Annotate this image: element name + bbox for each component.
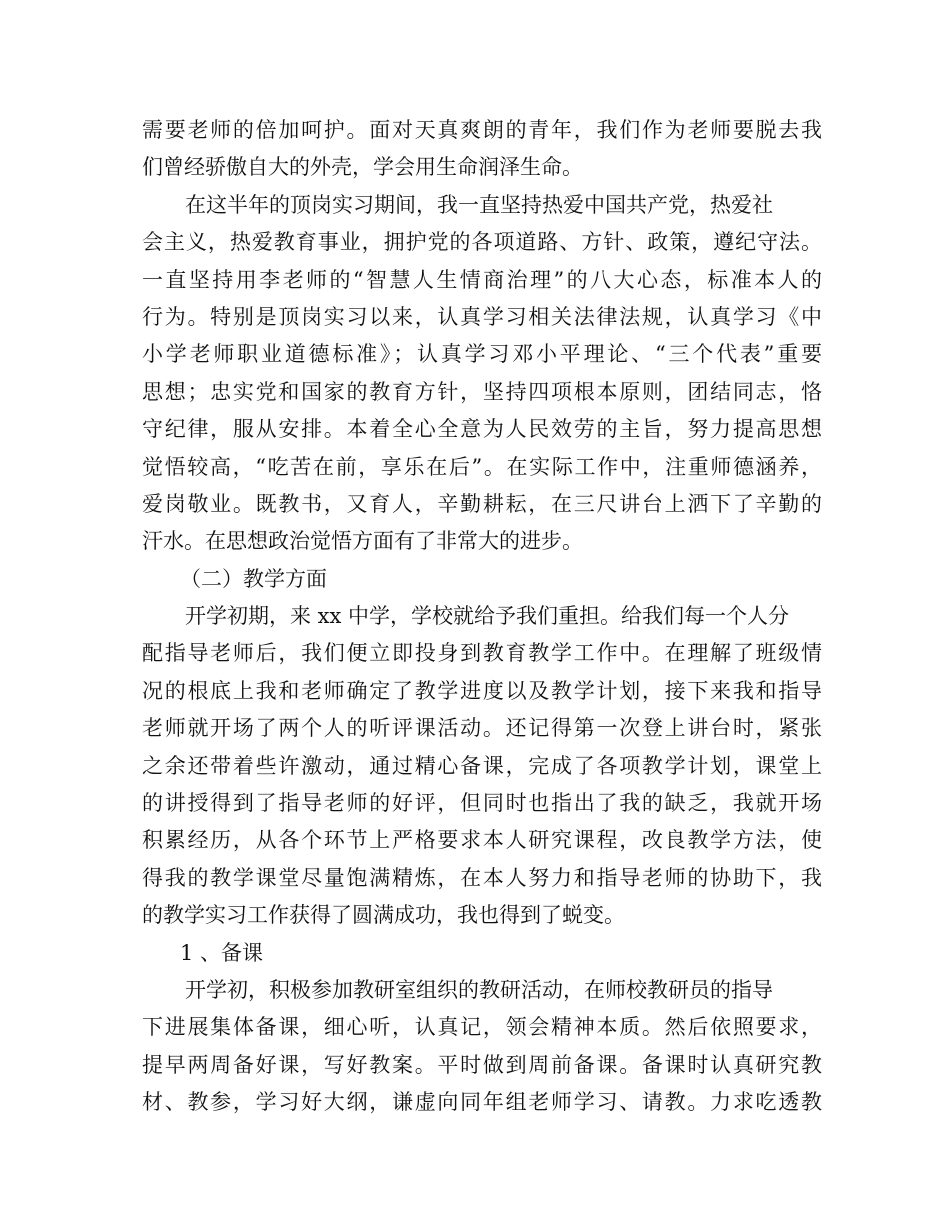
text-line: 需要老师的倍加呵护。面对天真爽朗的青年，我们作为老师要脱去我 [142, 118, 822, 142]
text-line: 况的根底上我和老师确定了教学进度以及教学计划，接下来我和指导 [142, 678, 822, 703]
text-line: 守纪律，服从安排。本着全心全意为人民效劳的主旨，努力提高思想 [142, 417, 822, 442]
text-line: 爱岗敬业。既教书，又育人，辛勤耕耘，在三尺讲台上洒下了辛勤的 [142, 491, 822, 516]
text-line: 下进展集体备课，细心听，认真记，领会精神本质。然后依照要求， [142, 1015, 822, 1040]
text-line: 得我的教学课堂尽量饱满精炼，在本人努力和指导老师的协助下，我 [142, 865, 822, 890]
text-line: 材、教参，学习好大纲，谦虚向同年组老师学习、请教。力求吃透教 [142, 1090, 822, 1115]
text-line: 提早两周备好课，写好教案。平时做到周前备课。备课时认真研究教 [142, 1052, 822, 1077]
text-line: 开学初期，来 xx 中学，学校就给予我们重担。给我们每一个人分 [185, 604, 790, 629]
text-line: 思想；忠实党和国家的教育方针，坚持四项根本原则，团结同志，恪 [142, 379, 822, 404]
text-line: 开学初，积极参加教研室组织的教研活动，在师校教研员的指导 [185, 977, 773, 1002]
text-line: 小学老师职业道德标准》；认真学习邓小平理论、“三个代表”重要 [142, 342, 822, 367]
text-line: 老师就开场了两个人的听评课活动。还记得第一次登上讲台时，紧张 [142, 716, 822, 741]
section-heading: （二）教学方面 [180, 566, 327, 591]
text-line: 的讲授得到了指导老师的好评，但同时也指出了我的缺乏，我就开场 [142, 791, 822, 816]
text-line: 一直坚持用李老师的“智慧人生情商治理”的八大心态，标准本人的 [142, 267, 822, 292]
text-line: 觉悟较高，“吃苦在前，享乐在后”。在实际工作中，注重师德涵养， [142, 454, 822, 479]
text-line: 积累经历，从各个环节上严格要求本人研究课程，改良教学方法，使 [142, 828, 822, 853]
text-line: 行为。特别是顶岗实习以来，认真学习相关法律法规，认真学习《中 [142, 304, 822, 329]
document-body [142, 112, 822, 1122]
text-line: 的教学实习工作获得了圆满成功，我也得到了蜕变。 [142, 903, 625, 928]
text-line: 配指导老师后，我们便立即投身到教育教学工作中。在理解了班级情 [142, 641, 822, 666]
text-line: 在这半年的顶岗实习期间，我一直坚持热爱中国共产党，热爱社 [185, 192, 773, 217]
text-line: 会主义，热爱教育事业，拥护党的各项道路、方针、政策，遵纪守法。 [142, 230, 822, 255]
text-line: 之余还带着些许激动，通过精心备课，完成了各项教学计划，课堂上 [142, 753, 822, 778]
text-line: 汗水。在思想政治觉悟方面有了非常大的进步。 [142, 529, 583, 554]
text-line: 们曾经骄傲自大的外壳，学会用生命润泽生命。 [142, 155, 583, 180]
section-heading: 1 、备课 [180, 940, 264, 965]
